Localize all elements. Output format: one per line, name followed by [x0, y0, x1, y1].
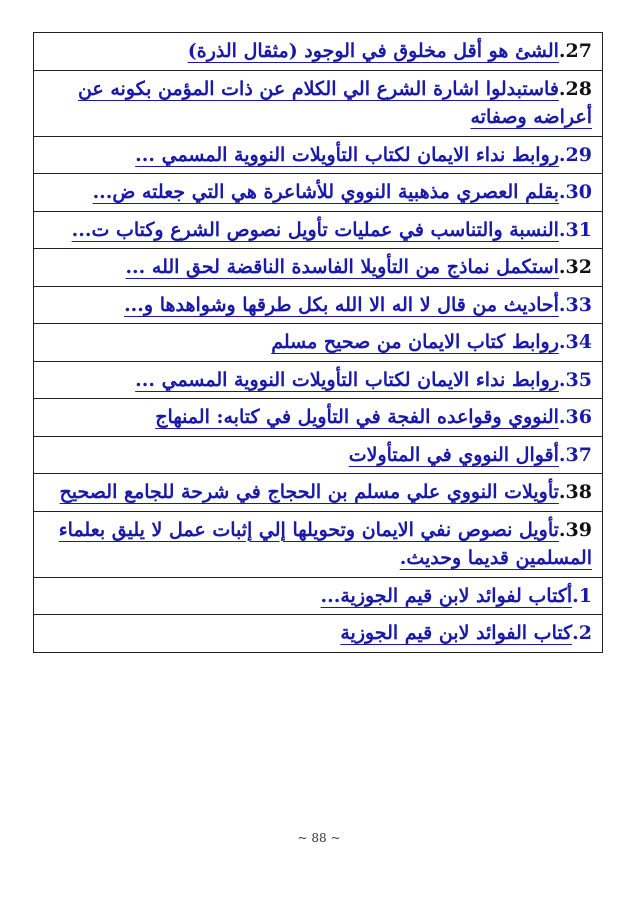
list-item-link[interactable]	[271, 331, 592, 353]
table-row	[34, 399, 603, 437]
table-row	[34, 249, 603, 287]
item-title: أحاديث من قال لا اله الا الله بكل طرقها وشواهدها و...	[124, 293, 559, 316]
table-row	[34, 70, 603, 136]
item-title: استكمل نماذج من التأويلا الفاسدة الناقضة لحق الله ...	[125, 256, 559, 278]
item-title: النسبة والتناسب في عمليات تأويل نصوص الشرع وكتاب ت...	[71, 218, 559, 241]
table-row	[34, 286, 603, 324]
link-cell	[34, 511, 603, 577]
table-row	[34, 436, 603, 474]
link-cell	[34, 211, 603, 249]
table-row	[34, 511, 603, 577]
item-title: كتاب الفوائد لابن قيم الجوزية	[340, 622, 573, 644]
list-item-link[interactable]	[135, 369, 592, 391]
link-cell	[34, 33, 603, 71]
list-item-link[interactable]	[321, 585, 593, 607]
list-item-link[interactable]	[93, 181, 592, 203]
table-row	[34, 474, 603, 512]
item-title: الشئ هو أقل مخلوق في الوجود (مثقال الذرة)	[187, 40, 559, 62]
list-item-link[interactable]	[155, 406, 592, 428]
link-cell	[34, 399, 603, 437]
item-number: 36.	[558, 406, 592, 428]
links-table	[33, 32, 603, 653]
item-number: 2.	[572, 622, 592, 644]
list-item-link[interactable]	[349, 444, 592, 466]
item-title: تأويل نصوص نفي الايمان وتحويلها إلي إثبات عمل لا يليق بعلماء المسلمين قديما وحديث.	[58, 518, 592, 569]
item-title: أقوال النووي في المتأولات	[348, 443, 559, 466]
item-title: النووي وقواعده الفجة في التأويل في كتابه: المنهاج	[155, 406, 559, 428]
list-item-link[interactable]	[188, 40, 592, 62]
link-cell	[34, 324, 603, 362]
item-number: 38.	[558, 481, 592, 503]
item-title: فاستبدلوا اشارة الشرع الي الكلام عن ذات المؤمن بكونه عن أعراضه وصفاته	[77, 77, 592, 128]
item-number: 29.	[558, 143, 592, 166]
list-item-link[interactable]	[124, 294, 592, 316]
links-table-body	[34, 33, 603, 653]
item-number: 30.	[558, 181, 592, 203]
table-row	[34, 136, 603, 174]
list-item-link[interactable]	[340, 622, 592, 644]
item-number: 28.	[558, 77, 592, 100]
item-number: 35.	[558, 368, 592, 391]
item-number: 27.	[558, 40, 592, 62]
table-row	[34, 615, 603, 653]
table-row	[34, 577, 603, 615]
table-row	[34, 174, 603, 212]
table-row	[34, 361, 603, 399]
link-cell	[34, 70, 603, 136]
link-cell	[34, 249, 603, 287]
link-cell	[34, 136, 603, 174]
item-title: بقلم العصري مذهبية النووي للأشاعرة هي التي جعلته ض...	[92, 181, 559, 203]
link-cell	[34, 474, 603, 512]
link-cell	[34, 286, 603, 324]
item-number: 39.	[558, 518, 592, 541]
list-item-link[interactable]	[135, 144, 592, 166]
list-item-link[interactable]	[78, 78, 592, 129]
item-title: روابط نداء الايمان لكتاب التأويلات النووية المسمي ...	[135, 143, 559, 166]
link-cell	[34, 174, 603, 212]
table-row	[34, 324, 603, 362]
link-cell	[34, 361, 603, 399]
link-cell	[34, 577, 603, 615]
list-item-link[interactable]	[125, 256, 592, 278]
item-title: روابط نداء الايمان لكتاب التأويلات النووية المسمي ...	[135, 368, 559, 391]
item-number: 32.	[558, 256, 592, 278]
page-number: ~ 88 ~	[297, 831, 341, 845]
table-row	[34, 211, 603, 249]
item-title: روابط كتاب الايمان من صحيح مسلم	[271, 331, 559, 353]
item-number: 31.	[558, 218, 592, 241]
list-item-link[interactable]	[59, 519, 592, 570]
item-number: 37.	[558, 443, 592, 466]
list-item-link[interactable]	[72, 219, 592, 241]
item-title: تأويلات النووي علي مسلم بن الحجاج في شرحة للجامع الصحيح	[59, 481, 559, 503]
link-cell	[34, 436, 603, 474]
item-number: 33.	[558, 293, 592, 316]
table-row	[34, 33, 603, 71]
link-cell	[34, 615, 603, 653]
item-number: 34.	[558, 331, 592, 353]
item-title: أكتاب لفوائد لابن قيم الجوزية...	[320, 584, 573, 607]
list-item-link[interactable]	[60, 481, 592, 503]
item-number: 1.	[572, 584, 592, 607]
